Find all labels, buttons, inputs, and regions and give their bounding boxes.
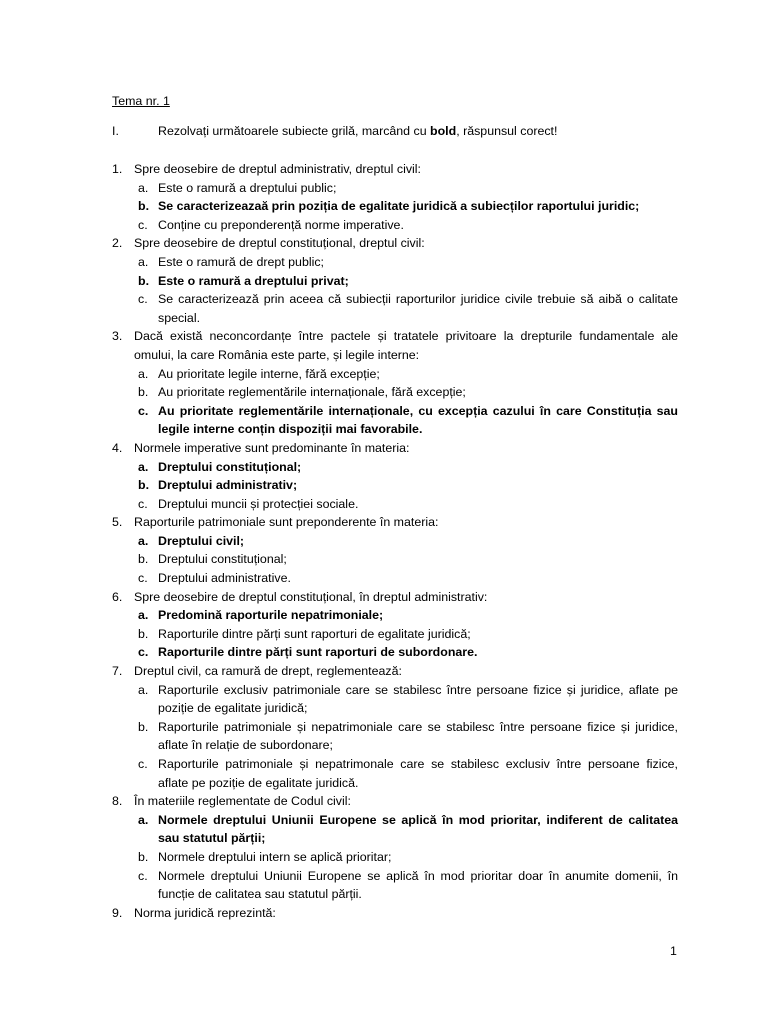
option-letter: c. [138, 757, 148, 771]
option-letter: c. [138, 292, 148, 307]
question-number: 5. [112, 515, 123, 530]
question-item [112, 904, 678, 923]
question-item [112, 662, 678, 792]
answer-option [112, 272, 678, 291]
question-item [112, 160, 678, 234]
option-text: Raporturile patrimoniale și nepatrimoniale care se stabilesc între persoane fizice și juridice, aflate în relație de subordonare; [158, 719, 678, 753]
option-text-marked-correct: Se caracterizeazaă prin poziția de egalitate juridică a subiecților raportului juridic; [158, 199, 640, 214]
page-number: 1 [670, 944, 677, 958]
option-text: Se caracterizează prin aceea că subiecții raporturilor juridice civile trebuie să aibă o calitate special. [158, 292, 678, 325]
instructions-text-start: Rezolvați următoarele subiecte grilă, marcând cu [158, 124, 431, 138]
question-text: În materiile reglementate de Codul civil: [134, 794, 351, 809]
option-text: Normele dreptului intern se aplică prioritar; [158, 849, 392, 864]
answer-option [112, 383, 678, 402]
answer-options [112, 606, 678, 662]
option-text-marked-correct: Raporturile dintre părți sunt raporturi de subordonare. [158, 645, 478, 660]
option-letter: c. [138, 645, 149, 660]
question-text: Raporturile patrimoniale sunt preponderente în materia: [134, 515, 439, 530]
option-letter: a. [138, 533, 149, 548]
answer-options [112, 681, 678, 793]
question-text: Norma juridică reprezintă: [134, 905, 276, 920]
answer-option [112, 569, 678, 588]
question-number: 8. [112, 794, 123, 809]
answer-option [112, 290, 678, 327]
question-item [112, 513, 678, 587]
option-text-marked-correct: Dreptului administrativ; [158, 478, 298, 493]
answer-option [112, 681, 678, 718]
option-letter: b. [138, 273, 150, 288]
instructions-bold-word: bold [430, 124, 457, 138]
option-letter: b. [138, 552, 149, 567]
option-text: Au prioritate legile interne, fără excepție; [158, 366, 380, 381]
option-letter: a. [138, 366, 149, 381]
question-number: 2. [112, 236, 123, 251]
option-text: Raporturile patrimoniale și nepatrimonale care se stabilesc exclusiv între persoane fizice, aflate pe poziție de egalitate juridică. [158, 757, 678, 790]
answer-option [112, 179, 678, 198]
answer-options [112, 179, 678, 235]
option-letter: b. [138, 385, 149, 400]
question-text: Dreptul civil, ca ramură de drept, reglementează: [134, 664, 402, 679]
answer-option [112, 755, 678, 792]
answer-option [112, 606, 678, 625]
option-letter: a. [138, 608, 149, 623]
question-number: 1. [112, 162, 123, 176]
instructions-text-end: , răspunsul corect! [456, 124, 558, 138]
option-text: Dreptului constituțional; [158, 552, 287, 567]
option-text: Conține cu preponderență norme imperative. [158, 217, 404, 232]
option-letter: b. [138, 626, 149, 641]
answer-option [112, 476, 678, 495]
document-title: Tema nr. 1 [112, 94, 170, 108]
option-letter: b. [138, 478, 150, 493]
instructions-text [158, 124, 557, 138]
question-item [112, 234, 678, 327]
question-item [112, 439, 678, 513]
option-text-marked-correct: Au prioritate reglementările internaționale, cu excepția cazului în care Constituția sau legile interne conțin dispoziții mai favorabile. [158, 403, 678, 437]
question-number: 3. [112, 329, 123, 344]
option-letter: b. [138, 199, 150, 214]
answer-option [112, 216, 678, 235]
option-letter: c. [138, 496, 148, 511]
answer-option [112, 643, 678, 662]
option-text-marked-correct: Normele dreptului Uniunii Europene se aplică în mod prioritar, indiferent de calitatea sau statutul părții; [158, 812, 678, 846]
option-text: Dreptului administrative. [158, 571, 291, 586]
option-text: Raporturile exclusiv patrimoniale care se stabilesc între persoane fizice și juridice, aflate pe poziție de egalitate juridică; [158, 682, 678, 716]
answer-option [112, 458, 678, 477]
answer-option [112, 365, 678, 384]
option-text-marked-correct: Este o ramură a dreptului privat; [158, 273, 349, 288]
option-text: Normele dreptului Uniunii Europene se aplică în mod prioritar doar în anumite domenii, în funcție de calitatea sau statutul părții. [158, 868, 678, 902]
option-text-marked-correct: Dreptului constituțional; [158, 459, 302, 474]
option-letter: c. [138, 868, 148, 883]
answer-option [112, 811, 678, 848]
question-number: 7. [112, 664, 123, 679]
question-number: 9. [112, 905, 123, 920]
option-text-marked-correct: Dreptului civil; [158, 533, 245, 548]
answer-option [112, 532, 678, 551]
option-letter: a. [138, 180, 149, 195]
option-letter: b. [138, 719, 149, 734]
option-letter: c. [138, 217, 148, 232]
option-text: Au prioritate reglementările internaționale, fără excepție; [158, 385, 466, 400]
option-letter: a. [138, 254, 149, 269]
question-item [112, 792, 678, 904]
answer-option [112, 867, 678, 904]
question-text: Spre deosebire de dreptul constituțional, dreptul civil: [134, 236, 425, 251]
option-letter: a. [138, 459, 149, 474]
question-list [112, 160, 678, 922]
answer-option [112, 253, 678, 272]
section-number: I. [112, 124, 119, 138]
answer-option [112, 550, 678, 569]
answer-option [112, 402, 678, 439]
option-letter: a. [138, 812, 149, 827]
answer-option [112, 625, 678, 644]
option-text: Este o ramură a dreptului public; [158, 180, 337, 195]
option-letter: c. [138, 571, 148, 586]
option-letter: c. [138, 403, 149, 418]
question-text: Spre deosebire de dreptul constituțional, în dreptul administrativ: [134, 589, 488, 604]
option-letter: a. [138, 682, 149, 697]
question-text: Spre deosebire de dreptul administrativ, dreptul civil: [134, 162, 421, 176]
option-text: Raporturile dintre părți sunt raporturi de egalitate juridică; [158, 626, 471, 641]
question-item [112, 588, 678, 662]
option-letter: b. [138, 849, 149, 864]
answer-options [112, 532, 678, 588]
answer-option [112, 718, 678, 755]
answer-options [112, 458, 678, 514]
answer-option [112, 848, 678, 867]
question-number: 4. [112, 440, 123, 455]
answer-options [112, 811, 678, 904]
question-number: 6. [112, 589, 123, 604]
question-item [112, 327, 678, 439]
answer-options [112, 365, 678, 439]
option-text: Este o ramură de drept public; [158, 254, 324, 269]
answer-option [112, 197, 678, 216]
answer-option [112, 495, 678, 514]
option-text: Dreptului muncii și protecției sociale. [158, 496, 359, 511]
question-text: Normele imperative sunt predominante în materia: [134, 440, 410, 455]
question-text: Dacă există neconcordanțe între pactele și tratatele privitoare la drepturile fundamentale ale omului, la care România este parte, și legile interne: [134, 329, 678, 362]
answer-options [112, 253, 678, 327]
option-text-marked-correct: Predomină raporturile nepatrimoniale; [158, 608, 384, 623]
